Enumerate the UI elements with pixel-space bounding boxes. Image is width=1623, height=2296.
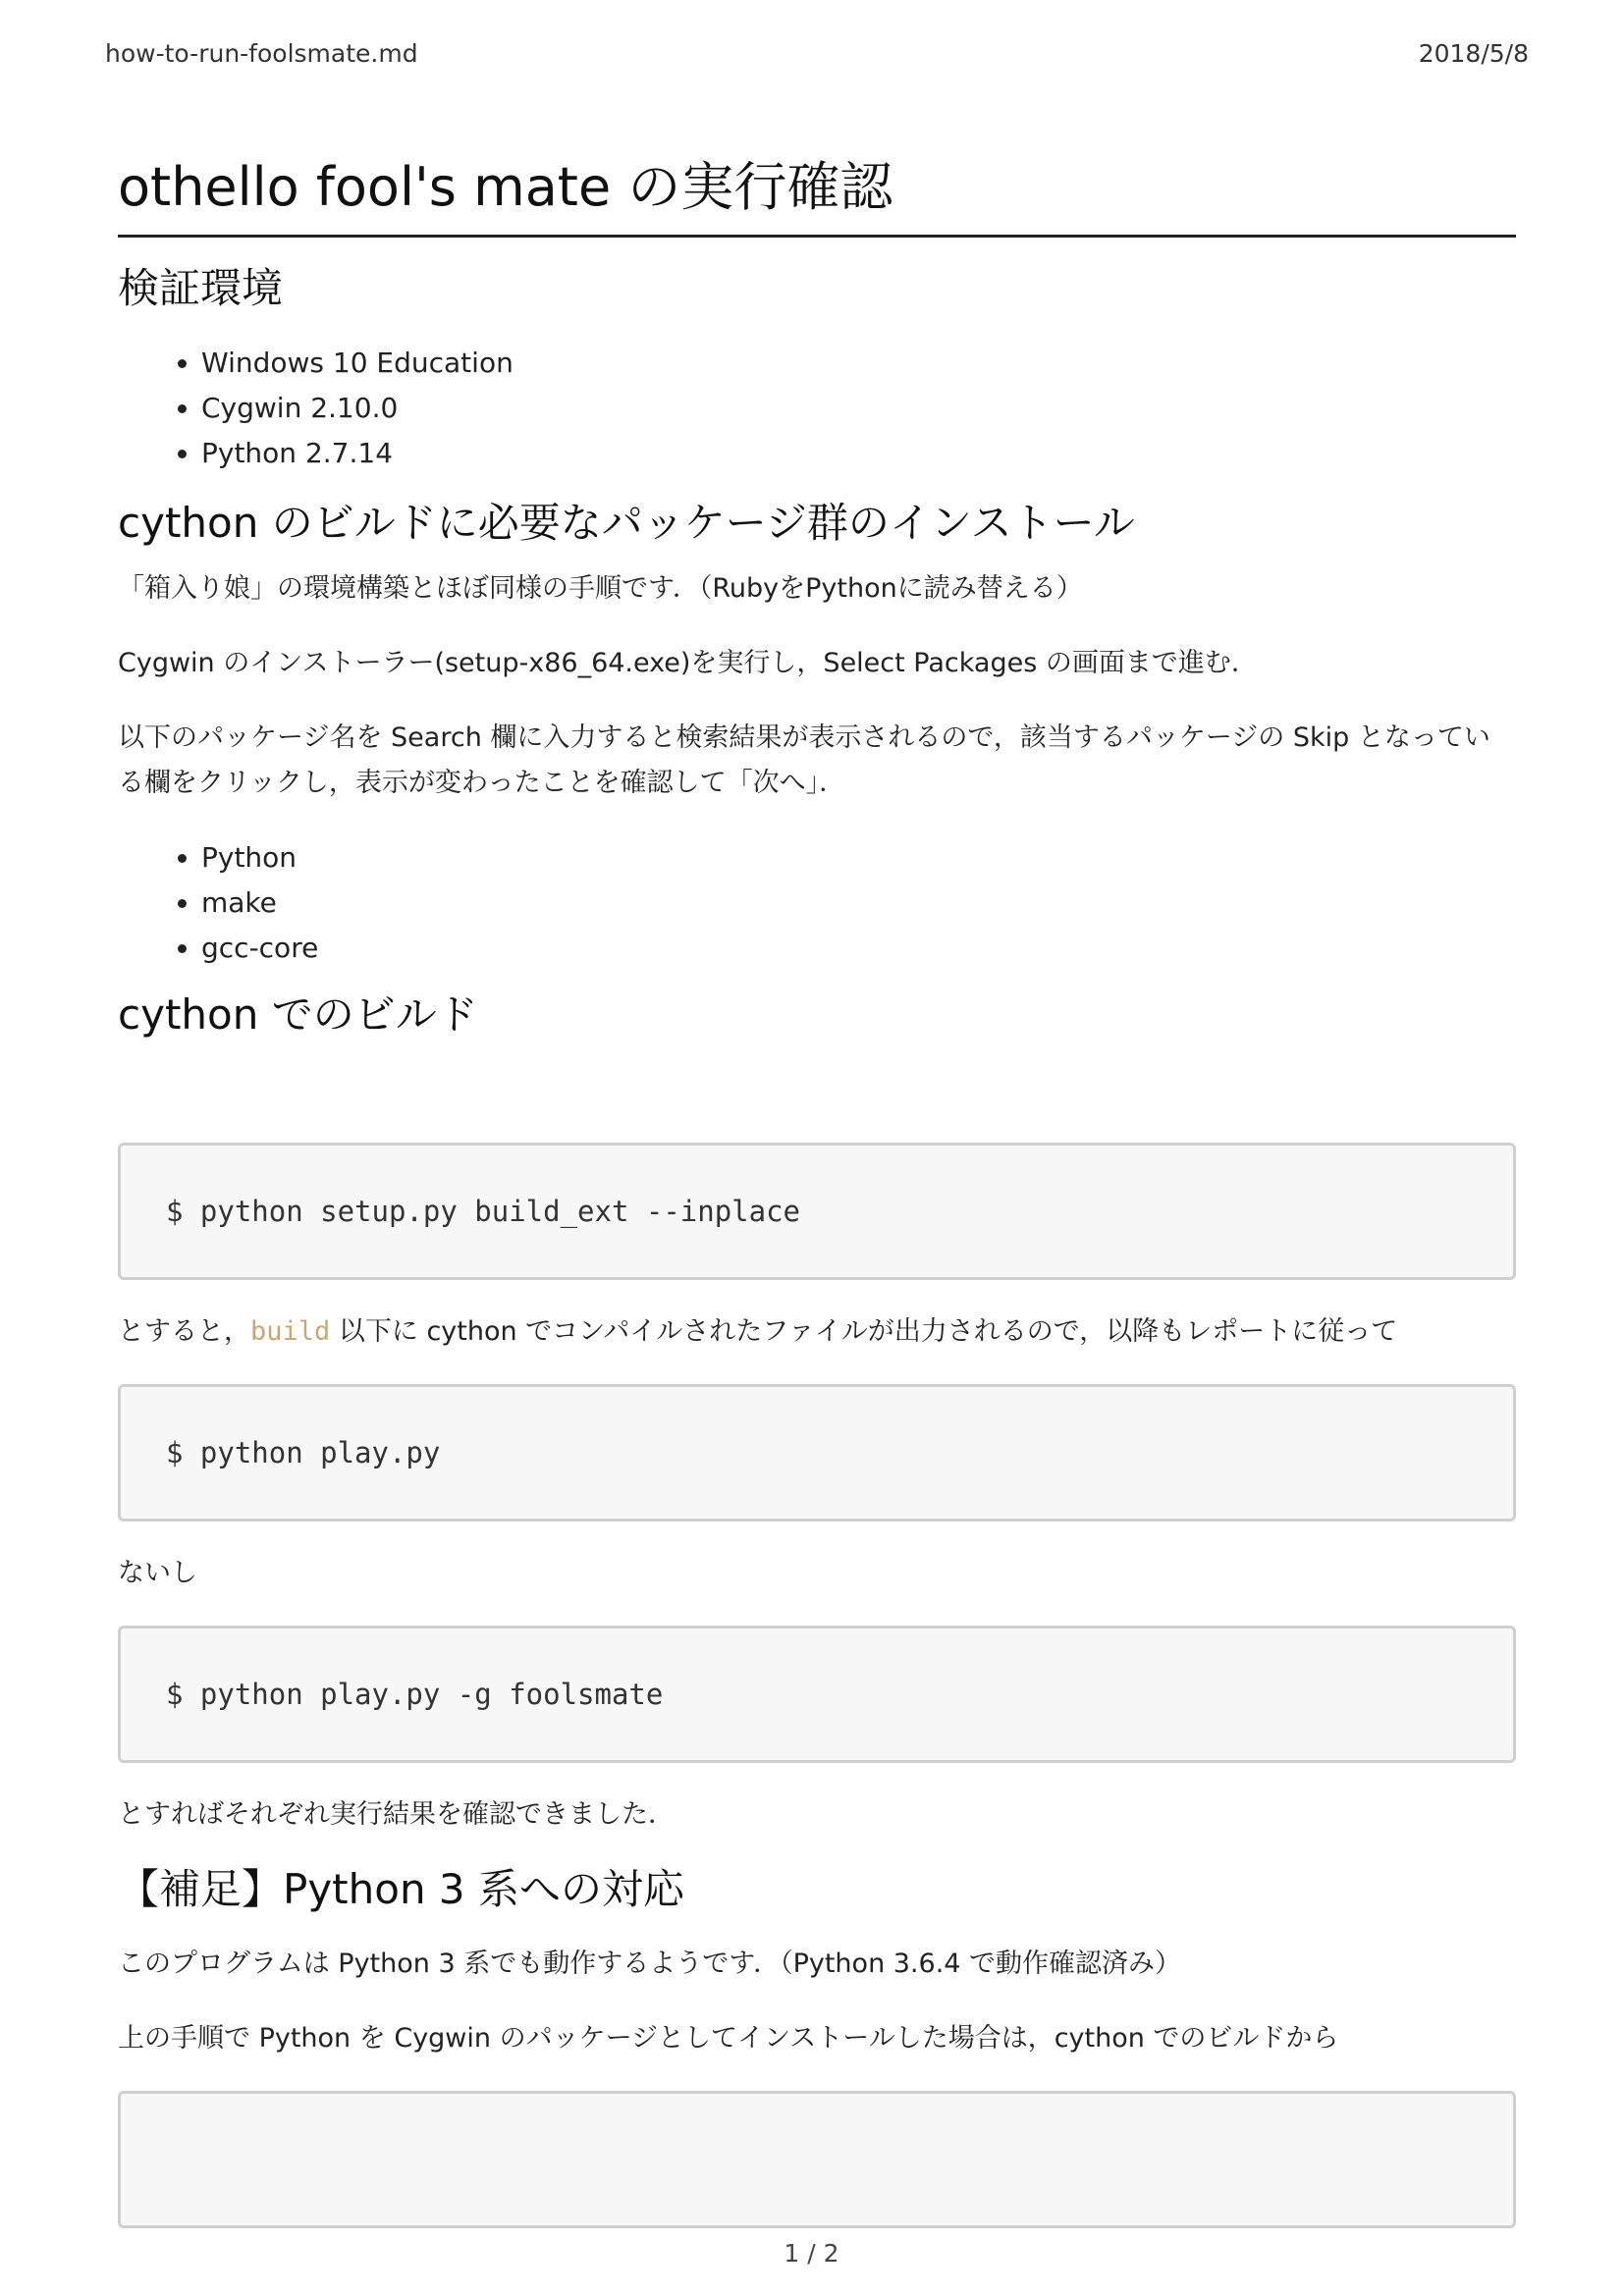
code-block-build — [118, 1143, 1516, 1280]
result-paragraph: とすればそれぞれ実行結果を確認できました． — [118, 1799, 675, 1830]
supplement-paragraph-1: このプログラムは Python 3 系でも動作するようです．（Python 3.6.4 で動作確認済み） — [118, 1949, 1182, 1979]
supplement-paragraph-2: 上の手順で Python を Cygwin のパッケージとしてインストールした場合は，cython でのビルドから — [118, 2023, 1339, 2054]
code-block-play — [118, 1384, 1516, 1522]
list-item: • Cygwin 2.10.0 — [201, 386, 1516, 431]
install-paragraph-1: 「箱入り娘」の環境構築とほぼ同様の手順です．（RubyをPythonに読み替える） — [118, 573, 1083, 604]
page-number: 1 / 2 — [784, 2239, 839, 2268]
list-item: • make — [201, 881, 1516, 926]
list-item: • gcc-core — [201, 926, 1516, 971]
code-play-command: $ python play.py — [166, 1436, 441, 1469]
naishi-paragraph: ないし — [118, 1558, 197, 1588]
install-paragraph-2: Cygwin のインストーラー(setup-x86_64.exe)を実行し，Select Packages の画面まで進む． — [118, 648, 1258, 678]
list-item: • Python 2.7.14 — [201, 431, 1516, 476]
supplement-heading: 【補足】Python 3 系への対応 — [118, 1865, 685, 1913]
code-build-command: $ python setup.py build_ext --inplace — [166, 1195, 801, 1228]
build-paragraph-before: とすると， — [118, 1316, 250, 1347]
list-item: • Windows 10 Education — [201, 341, 1516, 386]
code-block-play-foolsmate — [118, 1626, 1516, 1763]
list-item: • Python — [201, 835, 1516, 881]
env-heading: 検証環境 — [118, 264, 284, 312]
install-heading: cython のビルドに必要なパッケージ群のインストール — [118, 499, 1135, 547]
install-paragraph-3 — [118, 716, 1516, 806]
header-filename: how-to-run-foolsmate.md — [105, 39, 418, 68]
page-title: othello fool's mate の実行確認 — [118, 147, 1516, 238]
header-date: 2018/5/8 — [1418, 39, 1529, 68]
install-paragraph-3-line-1: 以下のパッケージ名を Search 欄に入力すると検索結果が表示されるので，該当するパッケージの Skip となってい — [118, 722, 1490, 753]
package-list — [118, 835, 1516, 971]
env-list — [118, 341, 1516, 476]
install-paragraph-3-line-2: る欄をクリックし，表示が変わったことを確認して「次へ」． — [118, 768, 846, 798]
build-heading: cython でのビルド — [118, 990, 478, 1039]
inline-code-build: build — [250, 1316, 331, 1347]
document-body — [118, 147, 1516, 2228]
code-play-foolsmate-command: $ python play.py -g foolsmate — [166, 1678, 664, 1711]
build-output-paragraph — [118, 1309, 1516, 1355]
code-block-continued — [118, 2091, 1516, 2228]
build-paragraph-after: 以下に cython でコンパイルされたファイルが出力されるので，以降もレポートに従って — [330, 1316, 1398, 1347]
